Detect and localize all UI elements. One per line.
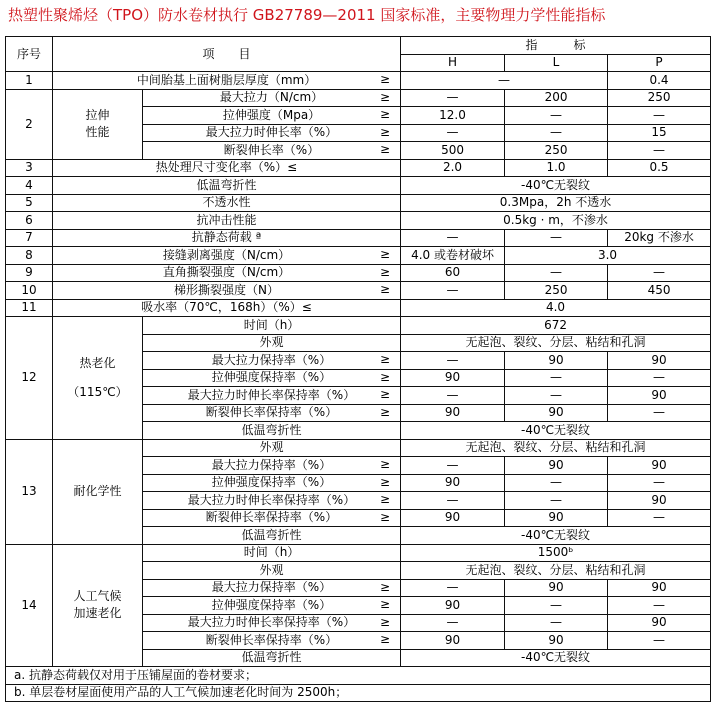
value-all: 672 — [401, 317, 711, 335]
operator: ≥ — [379, 614, 391, 629]
table-row — [6, 229, 711, 247]
row-number: 12 — [6, 317, 53, 440]
value-p: — — [608, 142, 711, 160]
value-h: — — [401, 614, 505, 632]
operator: ≥ — [379, 492, 391, 506]
table-row — [6, 299, 711, 317]
row-item: 低温弯折性 — [143, 527, 401, 545]
value-h: — — [401, 457, 505, 475]
value-l: — — [505, 387, 608, 405]
value-l: 250 — [505, 282, 608, 300]
item-label: 拉伸强度保持率（%） — [211, 370, 332, 385]
row-item — [143, 369, 401, 387]
value-l: — — [505, 264, 608, 282]
value-all: -40℃无裂纹 — [401, 649, 711, 667]
value-l: 90 — [505, 632, 608, 650]
row-group — [53, 317, 143, 440]
row-item: 时间（h） — [143, 544, 401, 562]
operator: ≥ — [379, 264, 391, 279]
value-h: 90 — [401, 369, 505, 387]
operator: ≥ — [379, 509, 391, 524]
value-p: — — [608, 404, 711, 422]
row-number: 11 — [6, 299, 53, 317]
header-col-h: H — [401, 54, 505, 72]
value-p: — — [608, 632, 711, 650]
table-row — [6, 264, 711, 282]
value-all: 无起泡、裂纹、分层、粘结和孔洞 — [401, 439, 711, 457]
row-item — [53, 264, 401, 282]
row-item — [143, 509, 401, 527]
value-h: — — [401, 89, 505, 107]
header-col-p: P — [608, 54, 711, 72]
table-row — [6, 72, 711, 90]
item-label: 接缝剥离强度（N/cm） — [162, 247, 291, 262]
value-all: 1500ᵇ — [401, 544, 711, 562]
value-p: — — [608, 369, 711, 387]
operator: ≥ — [379, 579, 391, 594]
footnote-b: b. 单层卷材屋面使用产品的人工气候加速老化时间为 2500h； — [6, 684, 711, 702]
value-h: 60 — [401, 264, 505, 282]
value-all: 无起泡、裂纹、分层、粘结和孔洞 — [401, 562, 711, 580]
row-item: 不透水性 — [53, 194, 401, 212]
item-label: 最大拉力保持率（%） — [211, 457, 332, 472]
value-h: 90 — [401, 474, 505, 492]
value-p: — — [608, 474, 711, 492]
value-l: — — [505, 124, 608, 142]
row-number: 13 — [6, 439, 53, 544]
row-item — [143, 492, 401, 510]
header-col-l: L — [505, 54, 608, 72]
value-l: 250 — [505, 142, 608, 160]
operator: ≥ — [379, 369, 391, 384]
row-item: 低温弯折性 — [143, 649, 401, 667]
value-all: 4.0 — [401, 299, 711, 317]
row-item — [143, 404, 401, 422]
value-p: 90 — [608, 352, 711, 370]
value-p: 0.4 — [608, 72, 711, 90]
value-all: -40℃无裂纹 — [401, 527, 711, 545]
value-h: 90 — [401, 632, 505, 650]
value-h: — — [401, 229, 505, 247]
value-hl: — — [401, 72, 608, 90]
value-h: — — [401, 492, 505, 510]
table-row — [6, 212, 711, 230]
value-h: — — [401, 579, 505, 597]
row-item — [143, 89, 401, 107]
row-item — [143, 597, 401, 615]
row-group: 人工气候 加速老化 — [53, 544, 143, 667]
footnote-row — [6, 684, 711, 702]
value-l: — — [505, 107, 608, 125]
operator: ≥ — [379, 457, 391, 471]
operator: ≥ — [379, 72, 391, 86]
value-l: 200 — [505, 89, 608, 107]
value-p: 90 — [608, 457, 711, 475]
row-item: 抗静态荷载 ª — [53, 229, 401, 247]
row-item: 外观 — [143, 562, 401, 580]
row-item — [143, 474, 401, 492]
group-label: 热老化 — [79, 355, 116, 370]
footnote-row — [6, 667, 711, 685]
value-p: 20kg 不渗水 — [608, 229, 711, 247]
value-all: -40℃无裂纹 — [401, 177, 711, 195]
operator: ≥ — [379, 282, 391, 296]
value-p: 450 — [608, 282, 711, 300]
value-all: -40℃无裂纹 — [401, 422, 711, 440]
header-item: 项 目 — [53, 37, 401, 72]
table-row — [6, 439, 711, 457]
operator: ≥ — [379, 387, 391, 401]
operator: ≥ — [379, 142, 391, 156]
item-label: 最大拉力时伸长率（%） — [205, 125, 338, 140]
row-number: 7 — [6, 229, 53, 247]
table-row — [6, 177, 711, 195]
row-item: 外观 — [143, 334, 401, 352]
item-label: 最大拉力保持率（%） — [211, 580, 332, 595]
operator: ≥ — [379, 597, 391, 611]
row-number: 5 — [6, 194, 53, 212]
value-p: — — [608, 107, 711, 125]
value-h: — — [401, 282, 505, 300]
value-h: — — [401, 387, 505, 405]
header-index: 指 标 — [401, 37, 711, 55]
header-seq: 序号 — [6, 37, 53, 72]
value-l: 90 — [505, 509, 608, 527]
value-l: — — [505, 369, 608, 387]
row-item: 时间（h） — [143, 317, 401, 335]
row-item — [143, 579, 401, 597]
value-p: — — [608, 264, 711, 282]
row-item: 抗冲击性能 — [53, 212, 401, 230]
value-h: 2.0 — [401, 159, 505, 177]
operator: ≥ — [379, 124, 391, 139]
table-row — [6, 194, 711, 212]
row-number: 4 — [6, 177, 53, 195]
value-h: 90 — [401, 597, 505, 615]
operator: ≥ — [379, 107, 391, 121]
row-item: 吸水率（70℃，168h）（%）≤ — [53, 299, 401, 317]
operator: ≥ — [379, 247, 391, 261]
value-l: 90 — [505, 404, 608, 422]
row-number: 6 — [6, 212, 53, 230]
value-p: 15 — [608, 124, 711, 142]
row-item — [143, 457, 401, 475]
value-h: — — [401, 124, 505, 142]
item-label: 最大拉力时伸长率保持率（%） — [187, 492, 356, 507]
value-p: 90 — [608, 387, 711, 405]
row-group: 拉伸 性能 — [53, 89, 143, 159]
row-group: 耐化学性 — [53, 439, 143, 544]
operator: ≥ — [379, 89, 391, 104]
table-row — [6, 89, 711, 107]
page-title: 热塑性聚烯烃（TPO）防水卷材执行 GB27789—2011 国家标准，主要物理力学性能指标 — [8, 6, 606, 24]
value-all: 无起泡、裂纹、分层、粘结和孔洞 — [401, 334, 711, 352]
item-label: 梯形撕裂强度（N） — [174, 282, 279, 297]
value-l: — — [505, 492, 608, 510]
row-item — [53, 72, 401, 90]
operator: ≥ — [379, 404, 391, 419]
table-row — [6, 159, 711, 177]
item-label: 拉伸强度保持率（%） — [211, 597, 332, 612]
table-header-row — [6, 37, 711, 55]
row-number: 9 — [6, 264, 53, 282]
row-number: 10 — [6, 282, 53, 300]
value-l: 90 — [505, 579, 608, 597]
row-item — [53, 282, 401, 300]
value-p: 90 — [608, 614, 711, 632]
value-l: — — [505, 614, 608, 632]
row-item — [143, 614, 401, 632]
row-item — [143, 352, 401, 370]
value-p: 0.5 — [608, 159, 711, 177]
footnote-a: a. 抗静态荷载仅对用于压铺屋面的卷材要求； — [6, 667, 711, 685]
row-item: 低温弯折性 — [143, 422, 401, 440]
value-h: 500 — [401, 142, 505, 160]
row-item — [53, 247, 401, 265]
value-l: 90 — [505, 457, 608, 475]
value-h: 90 — [401, 509, 505, 527]
item-label: 直角撕裂强度（N/cm） — [162, 265, 291, 280]
row-item — [143, 387, 401, 405]
value-h: 90 — [401, 404, 505, 422]
item-label: 最大拉力保持率（%） — [211, 352, 332, 367]
item-label: 拉伸强度保持率（%） — [211, 475, 332, 490]
item-label: 最大拉力（N/cm） — [219, 90, 324, 105]
table-row — [6, 282, 711, 300]
value-p: 90 — [608, 579, 711, 597]
operator: ≥ — [379, 352, 391, 366]
row-number: 2 — [6, 89, 53, 159]
value-p: 90 — [608, 492, 711, 510]
value-l: 90 — [505, 352, 608, 370]
value-h: — — [401, 352, 505, 370]
row-item: 外观 — [143, 439, 401, 457]
group-sublabel: （115℃） — [67, 384, 128, 399]
value-l: — — [505, 229, 608, 247]
table-row — [6, 317, 711, 335]
table-row — [6, 544, 711, 562]
value-p: — — [608, 509, 711, 527]
row-item: 低温弯折性 — [53, 177, 401, 195]
value-lp: 3.0 — [505, 247, 711, 265]
row-item — [143, 124, 401, 142]
row-item — [143, 142, 401, 160]
item-label: 最大拉力时伸长率保持率（%） — [187, 615, 356, 630]
row-item — [143, 632, 401, 650]
value-l: — — [505, 597, 608, 615]
value-h: 4.0 或卷材破坏 — [401, 247, 505, 265]
value-p: — — [608, 597, 711, 615]
item-label: 断裂伸长率保持率（%） — [205, 405, 338, 420]
row-item: 热处理尺寸变化率（%）≤ — [53, 159, 401, 177]
item-label: 断裂伸长率（%） — [223, 142, 320, 157]
table-row — [6, 247, 711, 265]
item-label: 断裂伸长率保持率（%） — [205, 632, 338, 647]
value-p: 250 — [608, 89, 711, 107]
item-label: 最大拉力时伸长率保持率（%） — [187, 387, 356, 402]
value-h: 12.0 — [401, 107, 505, 125]
value-l: — — [505, 474, 608, 492]
value-l: 1.0 — [505, 159, 608, 177]
row-number: 14 — [6, 544, 53, 667]
operator: ≥ — [379, 474, 391, 489]
row-number: 3 — [6, 159, 53, 177]
item-label: 拉伸强度（Mpa） — [222, 107, 321, 122]
value-all: 0.3Mpa，2h 不透水 — [401, 194, 711, 212]
row-number: 8 — [6, 247, 53, 265]
value-all: 0.5kg · m，不渗水 — [401, 212, 711, 230]
row-item — [143, 107, 401, 125]
row-number: 1 — [6, 72, 53, 90]
item-label: 断裂伸长率保持率（%） — [205, 510, 338, 525]
item-label: 中间胎基上面树脂层厚度（mm） — [136, 72, 317, 87]
properties-table — [5, 36, 711, 702]
operator: ≥ — [379, 632, 391, 646]
